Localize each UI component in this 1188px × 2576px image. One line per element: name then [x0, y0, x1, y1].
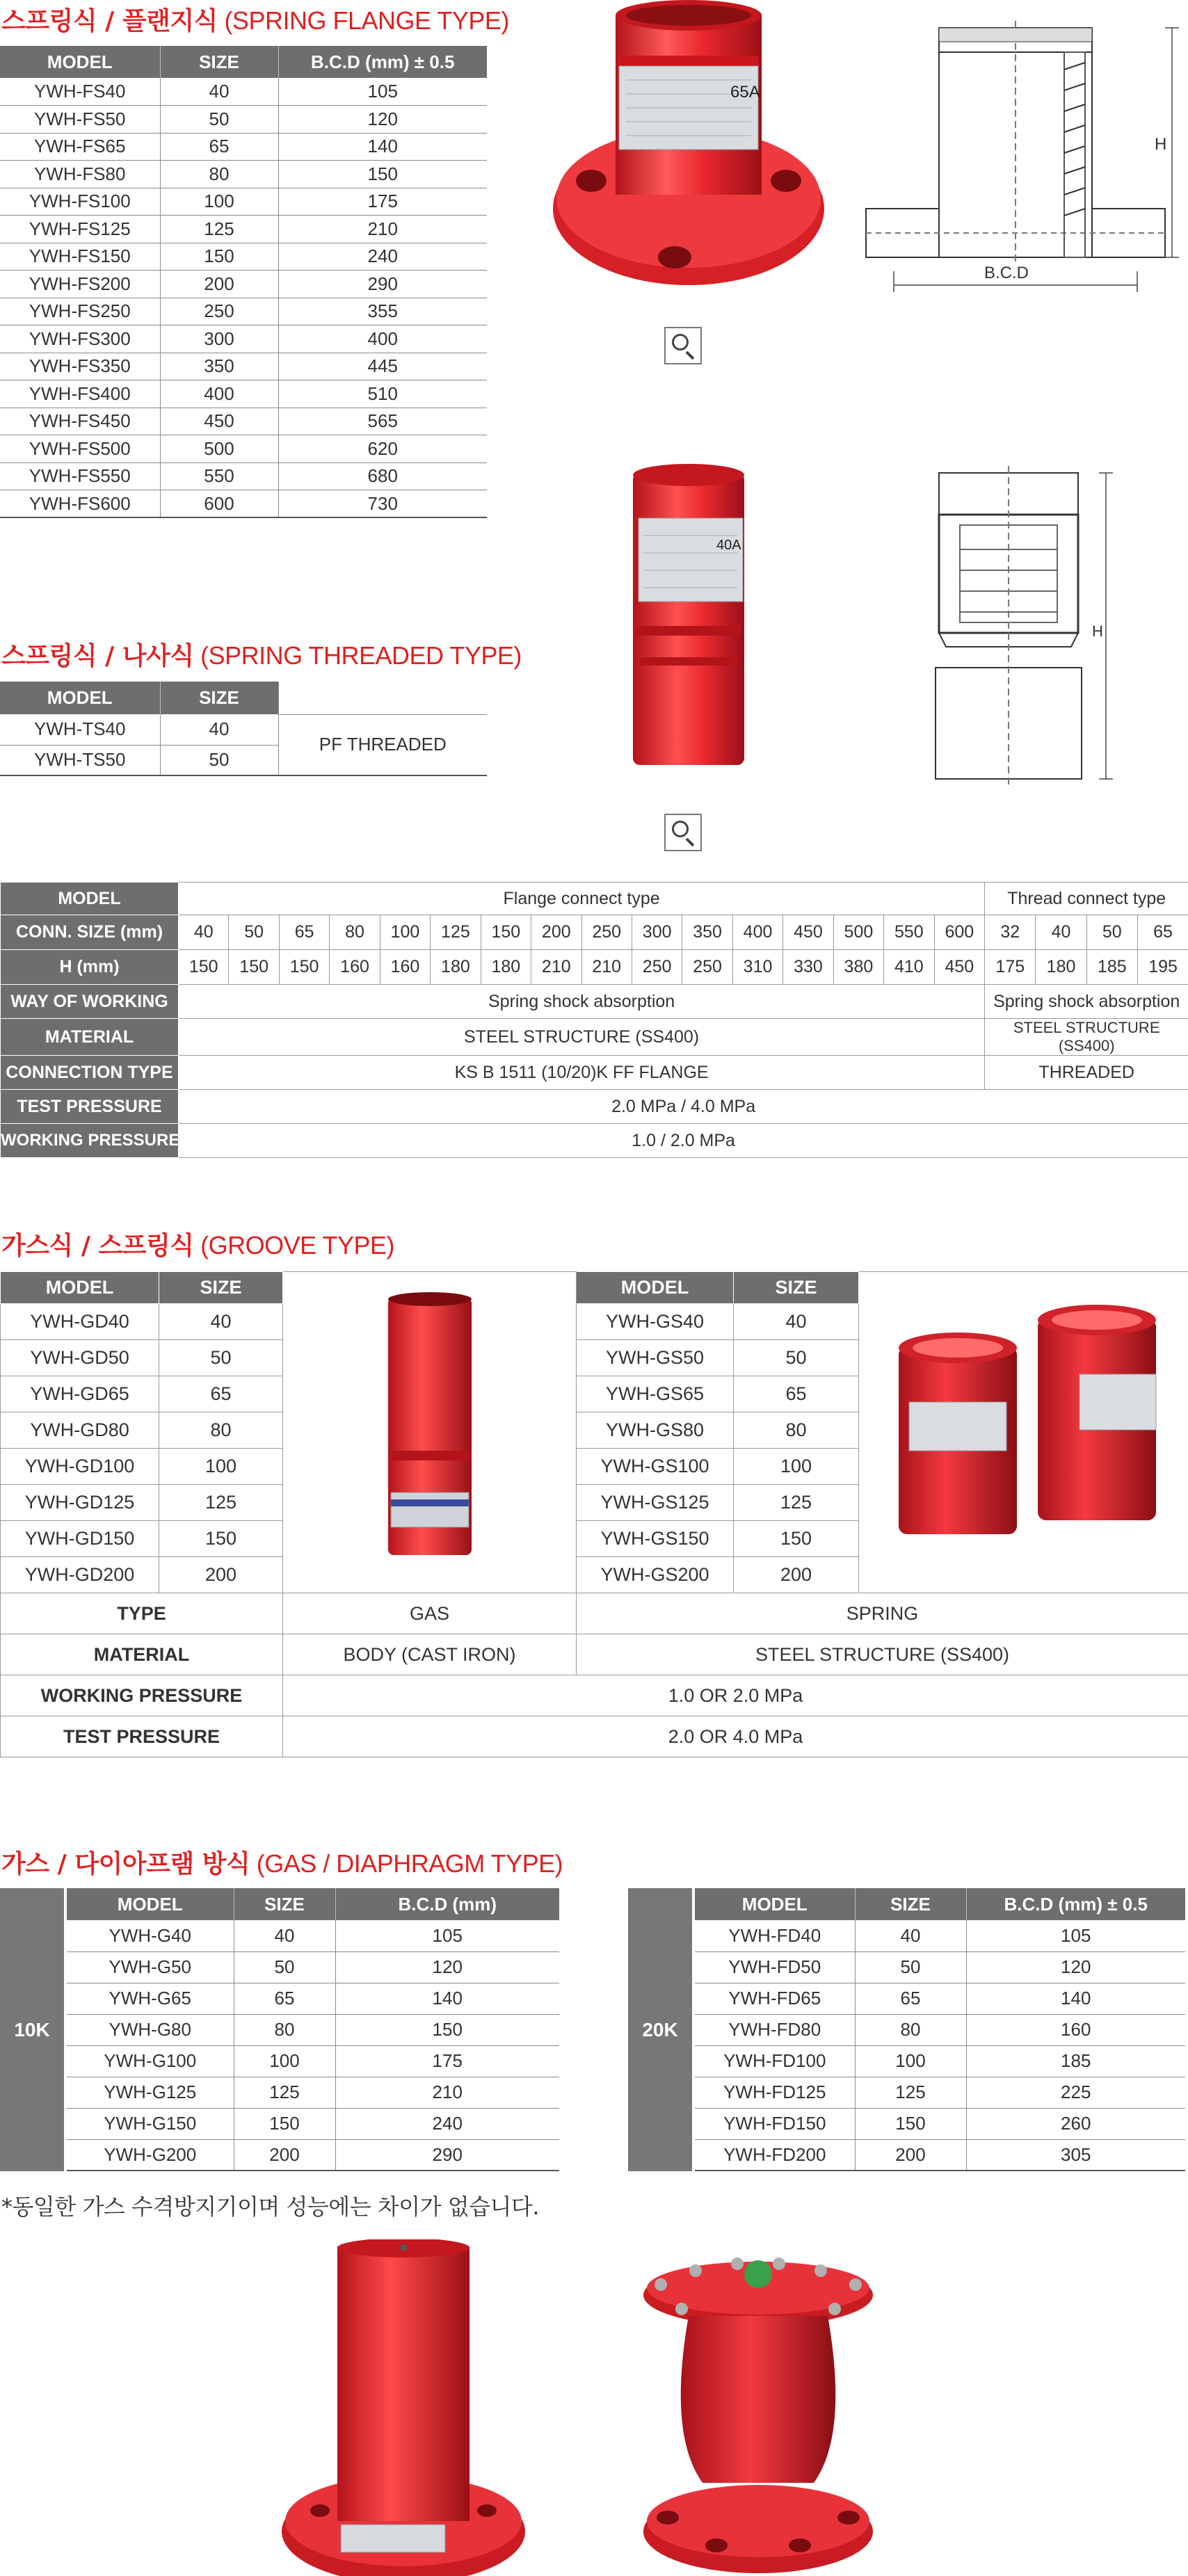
size-cell: 80 — [734, 1412, 859, 1449]
flange-h-cell: 150 — [179, 950, 229, 985]
thread-h-cell: 185 — [1086, 950, 1137, 985]
model-cell: YWH-FD100 — [695, 2045, 855, 2077]
table-row — [0, 216, 487, 243]
flange-h-cell: 180 — [481, 950, 531, 985]
model-cell: YWH-G150 — [67, 2108, 234, 2139]
table-row — [0, 353, 487, 380]
bcd-cell: 225 — [966, 2077, 1185, 2108]
gas-10k-table — [67, 1888, 559, 2171]
gas-groove-photo-cell — [283, 1272, 577, 1593]
size-cell: 80 — [160, 161, 278, 188]
zoom-button-flange[interactable] — [664, 327, 702, 364]
bcd-cell: 105 — [966, 1920, 1185, 1951]
flange-h-cell: 410 — [884, 950, 934, 985]
flange-h-cell: 210 — [531, 950, 581, 985]
section-title-spring-threaded — [1, 636, 522, 672]
bcd-cell: 160 — [966, 2014, 1185, 2045]
size-cell: 65 — [855, 1983, 966, 2014]
header-model: MODEL — [1, 1272, 159, 1304]
model-header: MODEL — [1, 883, 179, 915]
header-size: SIZE — [160, 682, 278, 714]
flange-size-cell: 500 — [833, 915, 883, 950]
size-cell: 500 — [160, 435, 278, 463]
table-row — [0, 188, 487, 216]
working-pressure-cell: 1.0 OR 2.0 MPa — [283, 1675, 1188, 1716]
conn-size-header: CONN. SIZE (mm) — [1, 915, 179, 950]
magnifier-handle — [686, 351, 695, 360]
header-size: SIZE — [855, 1888, 966, 1920]
size-cell: 65 — [234, 1983, 335, 2014]
table-row — [67, 2077, 559, 2108]
model-cell: YWH-GD100 — [1, 1449, 159, 1485]
flange-h-cell: 150 — [279, 950, 329, 985]
flange-h-cell: 450 — [934, 950, 985, 985]
table-row — [0, 161, 487, 188]
bcd-cell: 140 — [966, 1983, 1185, 2014]
table-row — [0, 490, 487, 518]
thread-size-cell: 32 — [985, 915, 1036, 950]
size-cell: 125 — [160, 216, 278, 243]
table-row — [695, 1951, 1185, 1983]
model-cell: YWH-FD65 — [695, 1983, 855, 2014]
model-cell: YWH-FS500 — [0, 435, 160, 463]
header-bcd: B.C.D (mm) ± 0.5 — [278, 46, 487, 78]
way-of-working-header: WAY OF WORKING — [1, 985, 179, 1019]
bcd-cell: 120 — [966, 1951, 1185, 1983]
title-en: (GAS / DIAPHRAGM TYPE) — [250, 1849, 563, 1878]
model-cell: YWH-TS50 — [0, 745, 160, 775]
zoom-button-threaded[interactable] — [664, 814, 702, 851]
flange-h-cell: 310 — [732, 950, 782, 985]
type-gas-cell: GAS — [283, 1593, 577, 1634]
model-cell: YWH-FS600 — [0, 490, 160, 518]
type-label: TYPE — [1, 1593, 283, 1634]
size-cell: 125 — [234, 2077, 335, 2108]
spring-threaded-drawing — [925, 466, 1134, 793]
model-cell: YWH-FS65 — [0, 133, 160, 161]
size-cell: 80 — [234, 2014, 335, 2045]
size-cell: 40 — [734, 1304, 859, 1340]
spring-threaded-table — [0, 682, 487, 776]
connection-type-header: CONNECTION TYPE — [1, 1056, 179, 1090]
flange-h-cell: 250 — [632, 950, 682, 985]
model-cell: YWH-GD125 — [1, 1485, 159, 1521]
bcd-cell: 150 — [335, 2014, 559, 2045]
bcd-cell: 565 — [278, 408, 487, 435]
model-cell: YWH-FD40 — [695, 1920, 855, 1951]
title-ko: 가스 / 다이아프램 방식 — [1, 1850, 250, 1878]
thread-h-cell: 195 — [1137, 950, 1188, 985]
model-cell: YWH-G40 — [67, 1920, 234, 1951]
table-row — [0, 271, 487, 298]
bcd-cell: 680 — [278, 462, 487, 490]
model-cell: YWH-FS550 — [0, 462, 160, 490]
model-cell: YWH-FS450 — [0, 408, 160, 435]
model-cell: YWH-FS400 — [0, 380, 160, 408]
connection-thread-cell: THREADED — [985, 1056, 1188, 1090]
bcd-cell: 400 — [278, 325, 487, 353]
groove-table — [0, 1271, 1188, 1757]
model-cell: YWH-FS40 — [0, 78, 160, 106]
size-cell: 40 — [160, 78, 278, 106]
bcd-cell: 240 — [278, 243, 487, 271]
bcd-cell: 240 — [335, 2108, 559, 2139]
flange-size-cell: 250 — [581, 915, 632, 950]
bcd-cell: 105 — [278, 78, 487, 106]
size-cell: 80 — [855, 2014, 966, 2045]
material-spring-cell: STEEL STRUCTURE (SS400) — [577, 1634, 1188, 1675]
table-row — [0, 243, 487, 271]
bcd-cell: 120 — [278, 106, 487, 134]
flange-size-cell: 100 — [380, 915, 430, 950]
table-row — [67, 1983, 559, 2014]
size-cell: 450 — [160, 408, 278, 435]
thread-size-cell: 65 — [1137, 915, 1188, 950]
test-pressure-label: TEST PRESSURE — [1, 1716, 283, 1757]
working-pressure-row — [1, 1675, 1188, 1716]
model-cell: YWH-FD80 — [695, 2014, 855, 2045]
header-size: SIZE — [234, 1888, 335, 1920]
product-size-label: 65A — [730, 83, 760, 102]
model-cell: YWH-GS40 — [577, 1304, 734, 1340]
flange-size-cell: 200 — [531, 915, 581, 950]
flange-size-cell: 125 — [431, 915, 481, 950]
working-pressure-header: WORKING PRESSURE — [1, 1124, 179, 1158]
size-cell: 40 — [160, 714, 278, 745]
model-cell: YWH-G125 — [67, 2077, 234, 2108]
size-cell: 350 — [160, 353, 278, 380]
model-cell: YWH-FS200 — [0, 271, 160, 298]
thread-size-cell: 40 — [1036, 915, 1086, 950]
material-gas-cell: BODY (CAST IRON) — [283, 1634, 577, 1675]
table-row — [67, 1920, 559, 1951]
bcd-cell: 510 — [278, 380, 487, 408]
bcd-cell: 210 — [278, 216, 487, 243]
thread-h-cell: 175 — [985, 950, 1036, 985]
drawing-h-label: H — [1092, 622, 1103, 640]
flange-h-cell: 180 — [431, 950, 481, 985]
header-size: SIZE — [734, 1272, 859, 1304]
header-model: MODEL — [695, 1888, 855, 1920]
flange-size-cell: 350 — [682, 915, 732, 950]
size-cell: 100 — [159, 1449, 283, 1485]
diaphragm-product-photo — [640, 2253, 876, 2576]
flange-size-cell: 80 — [330, 915, 380, 950]
flange-h-cell: 150 — [229, 950, 279, 985]
model-cell: YWH-G100 — [67, 2045, 234, 2077]
size-cell: 40 — [159, 1304, 283, 1340]
size-cell: 50 — [855, 1951, 966, 1983]
flange-h-cell: 160 — [380, 950, 430, 985]
table-row — [0, 325, 487, 353]
size-cell: 40 — [855, 1920, 966, 1951]
magnifier-icon — [672, 821, 689, 837]
table-row — [0, 380, 487, 408]
size-cell: 65 — [159, 1376, 283, 1412]
test-pressure-row — [1, 1716, 1188, 1757]
test-pressure-cell: 2.0 OR 4.0 MPa — [283, 1716, 1188, 1757]
bcd-cell: 445 — [278, 353, 487, 380]
size-cell: 50 — [234, 1951, 335, 1983]
way-flange-cell: Spring shock absorption — [179, 985, 985, 1019]
flange-size-cell: 150 — [481, 915, 531, 950]
table-row — [695, 2077, 1185, 2108]
model-cell: YWH-FS50 — [0, 106, 160, 134]
size-cell: 300 — [160, 325, 278, 353]
bcd-cell: 120 — [335, 1951, 559, 1983]
header-model: MODEL — [67, 1888, 234, 1920]
model-cell: YWH-GD150 — [1, 1521, 159, 1557]
spring-flange-table — [0, 46, 487, 518]
header-bcd: B.C.D (mm) ± 0.5 — [966, 1888, 1185, 1920]
size-cell: 200 — [855, 2139, 966, 2171]
flange-size-cell: 450 — [783, 915, 833, 950]
flange-size-cell: 65 — [279, 915, 329, 950]
spring-flange-drawing — [856, 14, 1188, 306]
type-spring-cell: SPRING — [577, 1593, 1188, 1634]
title-en: (SPRING FLANGE TYPE) — [217, 6, 509, 35]
flange-size-cell: 300 — [632, 915, 682, 950]
bcd-cell: 620 — [278, 435, 487, 463]
header-bcd: B.C.D (mm) — [335, 1888, 559, 1920]
size-cell: 40 — [234, 1920, 335, 1951]
drawing-h-label: H — [1155, 135, 1167, 154]
table-row — [0, 462, 487, 490]
size-cell: 50 — [159, 1340, 283, 1376]
bcd-cell: 290 — [278, 271, 487, 298]
table-row — [0, 408, 487, 435]
size-cell: 400 — [160, 380, 278, 408]
material-flange-cell: STEEL STRUCTURE (SS400) — [179, 1019, 985, 1056]
size-cell: 150 — [734, 1521, 859, 1557]
model-cell: YWH-G80 — [67, 2014, 234, 2045]
table-row — [0, 133, 487, 161]
bcd-cell: 140 — [278, 133, 487, 161]
model-cell: YWH-GD200 — [1, 1557, 159, 1593]
model-cell: YWH-FS350 — [0, 353, 160, 380]
magnifier-handle — [686, 838, 695, 847]
pf-threaded-cell: PF THREADED — [278, 714, 487, 775]
size-cell: 250 — [160, 298, 278, 325]
bcd-cell: 305 — [966, 2139, 1185, 2171]
model-cell: YWH-FD200 — [695, 2139, 855, 2171]
flange-size-cell: 600 — [934, 915, 985, 950]
section-title-spring-flange — [1, 1, 509, 37]
section-title-groove — [1, 1226, 394, 1262]
size-cell: 100 — [234, 2045, 335, 2077]
magnifier-icon — [672, 334, 689, 351]
bcd-cell: 150 — [278, 161, 487, 188]
table-row — [695, 2045, 1185, 2077]
size-cell: 200 — [160, 271, 278, 298]
model-cell: YWH-GD50 — [1, 1340, 159, 1376]
material-header: MATERIAL — [1, 1019, 179, 1056]
working-pressure-cell: 1.0 / 2.0 MPa — [179, 1124, 1188, 1158]
footnote: *동일한 가스 수격방지기이며 성능에는 차이가 없습니다. — [1, 2193, 540, 2220]
model-cell: YWH-GS150 — [577, 1521, 734, 1557]
size-cell: 150 — [160, 243, 278, 271]
product-size-label: 40A — [716, 538, 741, 553]
title-en: (GROOVE TYPE) — [193, 1231, 395, 1259]
material-label: MATERIAL — [1, 1634, 283, 1675]
model-cell: YWH-FS250 — [0, 298, 160, 325]
connection-flange-cell: KS B 1511 (10/20)K FF FLANGE — [179, 1056, 985, 1090]
bcd-cell: 175 — [278, 188, 487, 216]
size-cell: 100 — [855, 2045, 966, 2077]
bcd-cell: 185 — [966, 2045, 1185, 2077]
way-thread-cell: Spring shock absorption — [985, 985, 1188, 1019]
model-cell: YWH-FD125 — [695, 2077, 855, 2108]
model-cell: YWH-GS65 — [577, 1376, 734, 1412]
size-cell: 65 — [734, 1376, 859, 1412]
bcd-cell: 140 — [335, 1983, 559, 2014]
thread-size-cell: 50 — [1086, 915, 1137, 950]
model-cell: YWH-GS80 — [577, 1412, 734, 1449]
model-cell: YWH-G65 — [67, 1983, 234, 2014]
thread-connect-header: Thread connect type — [985, 883, 1188, 915]
drawing-bcd-label: B.C.D — [984, 264, 1029, 282]
spring-groove-product-photo — [871, 1291, 1177, 1569]
header-model: MODEL — [0, 46, 160, 78]
size-cell: 65 — [160, 133, 278, 161]
table-row — [67, 2139, 559, 2171]
flange-h-cell: 250 — [682, 950, 732, 985]
gas-20k-table — [695, 1888, 1185, 2171]
model-cell: YWH-GS125 — [577, 1485, 734, 1521]
gas-flange-product-photo — [278, 2239, 529, 2576]
model-cell: YWH-FS100 — [0, 188, 160, 216]
model-cell: YWH-FS125 — [0, 216, 160, 243]
table-row — [67, 2014, 559, 2045]
bcd-cell: 730 — [278, 490, 487, 518]
table-row — [67, 1951, 559, 1983]
bcd-cell: 290 — [335, 2139, 559, 2171]
bcd-cell: 210 — [335, 2077, 559, 2108]
model-cell: YWH-G50 — [67, 1951, 234, 1983]
header-model: MODEL — [0, 682, 160, 714]
model-cell: YWH-FD150 — [695, 2108, 855, 2139]
10k-label: 10K — [0, 1888, 64, 2171]
h-header: H (mm) — [1, 950, 179, 985]
test-pressure-cell: 2.0 MPa / 4.0 MPa — [179, 1090, 1188, 1124]
size-cell: 100 — [734, 1449, 859, 1485]
size-cell: 80 — [159, 1412, 283, 1449]
gas-groove-product-photo — [374, 1291, 485, 1569]
flange-size-cell: 40 — [179, 915, 229, 950]
flange-h-cell: 380 — [833, 950, 883, 985]
model-cell: YWH-FS80 — [0, 161, 160, 188]
bcd-cell: 105 — [335, 1920, 559, 1951]
thread-h-cell: 180 — [1036, 950, 1086, 985]
model-cell: YWH-FS300 — [0, 325, 160, 353]
header-size: SIZE — [159, 1272, 283, 1304]
type-row — [1, 1593, 1188, 1634]
model-cell: YWH-GS100 — [577, 1449, 734, 1485]
model-cell: YWH-GD65 — [1, 1376, 159, 1412]
size-cell: 150 — [159, 1521, 283, 1557]
table-row — [695, 2014, 1185, 2045]
size-cell: 600 — [160, 490, 278, 518]
20k-label: 20K — [628, 1888, 692, 2171]
spring-groove-photo-cell — [859, 1272, 1188, 1593]
material-thread-cell: STEEL STRUCTURE (SS400) — [985, 1019, 1188, 1056]
size-cell: 125 — [734, 1485, 859, 1521]
model-cell: YWH-TS40 — [0, 714, 160, 745]
table-row — [0, 435, 487, 463]
table-row — [0, 298, 487, 325]
title-ko: 스프링식 / 플랜지식 — [1, 7, 218, 35]
model-cell: YWH-GD80 — [1, 1412, 159, 1449]
title-ko: 스프링식 / 나사식 — [1, 642, 194, 670]
flange-size-cell: 400 — [732, 915, 782, 950]
header-model: MODEL — [577, 1272, 734, 1304]
title-ko: 가스식 / 스프링식 — [1, 1232, 194, 1260]
spring-spec-table — [0, 882, 1188, 1158]
flange-size-cell: 50 — [229, 915, 279, 950]
header-size: SIZE — [160, 46, 278, 78]
bcd-cell: 260 — [966, 2108, 1185, 2139]
size-cell: 200 — [234, 2139, 335, 2171]
table-row — [695, 1983, 1185, 2014]
spring-flange-product-photo — [549, 0, 828, 306]
table-row — [0, 78, 487, 106]
bcd-cell: 355 — [278, 298, 487, 325]
flange-h-cell: 160 — [330, 950, 380, 985]
section-title-diaphragm — [1, 1844, 563, 1880]
model-cell: YWH-FD50 — [695, 1951, 855, 1983]
size-cell: 200 — [734, 1557, 859, 1593]
size-cell: 50 — [160, 106, 278, 134]
size-cell: 150 — [855, 2108, 966, 2139]
spring-threaded-product-photo — [612, 462, 765, 796]
table-row — [67, 2045, 559, 2077]
model-cell: YWH-G200 — [67, 2139, 234, 2171]
size-cell: 125 — [159, 1485, 283, 1521]
table-row — [0, 106, 487, 134]
flange-h-cell: 330 — [783, 950, 833, 985]
size-cell: 50 — [160, 745, 278, 775]
test-pressure-header: TEST PRESSURE — [1, 1090, 179, 1124]
flange-h-cell: 210 — [581, 950, 632, 985]
model-cell: YWH-FS150 — [0, 243, 160, 271]
size-cell: 200 — [159, 1557, 283, 1593]
flange-size-cell: 550 — [884, 915, 934, 950]
table-row — [695, 2139, 1185, 2171]
size-cell: 150 — [234, 2108, 335, 2139]
size-cell: 100 — [160, 188, 278, 216]
size-cell: 550 — [160, 462, 278, 490]
model-cell: YWH-GS200 — [577, 1557, 734, 1593]
size-cell: 125 — [855, 2077, 966, 2108]
material-row — [1, 1634, 1188, 1675]
model-cell: YWH-GS50 — [577, 1340, 734, 1376]
bcd-cell: 175 — [335, 2045, 559, 2077]
size-cell: 50 — [734, 1340, 859, 1376]
table-row — [695, 1920, 1185, 1951]
title-en: (SPRING THREADED TYPE) — [193, 641, 522, 670]
table-row — [67, 2108, 559, 2139]
flange-connect-header: Flange connect type — [179, 883, 985, 915]
table-row — [695, 2108, 1185, 2139]
model-cell: YWH-GD40 — [1, 1304, 159, 1340]
working-pressure-label: WORKING PRESSURE — [1, 1675, 283, 1716]
